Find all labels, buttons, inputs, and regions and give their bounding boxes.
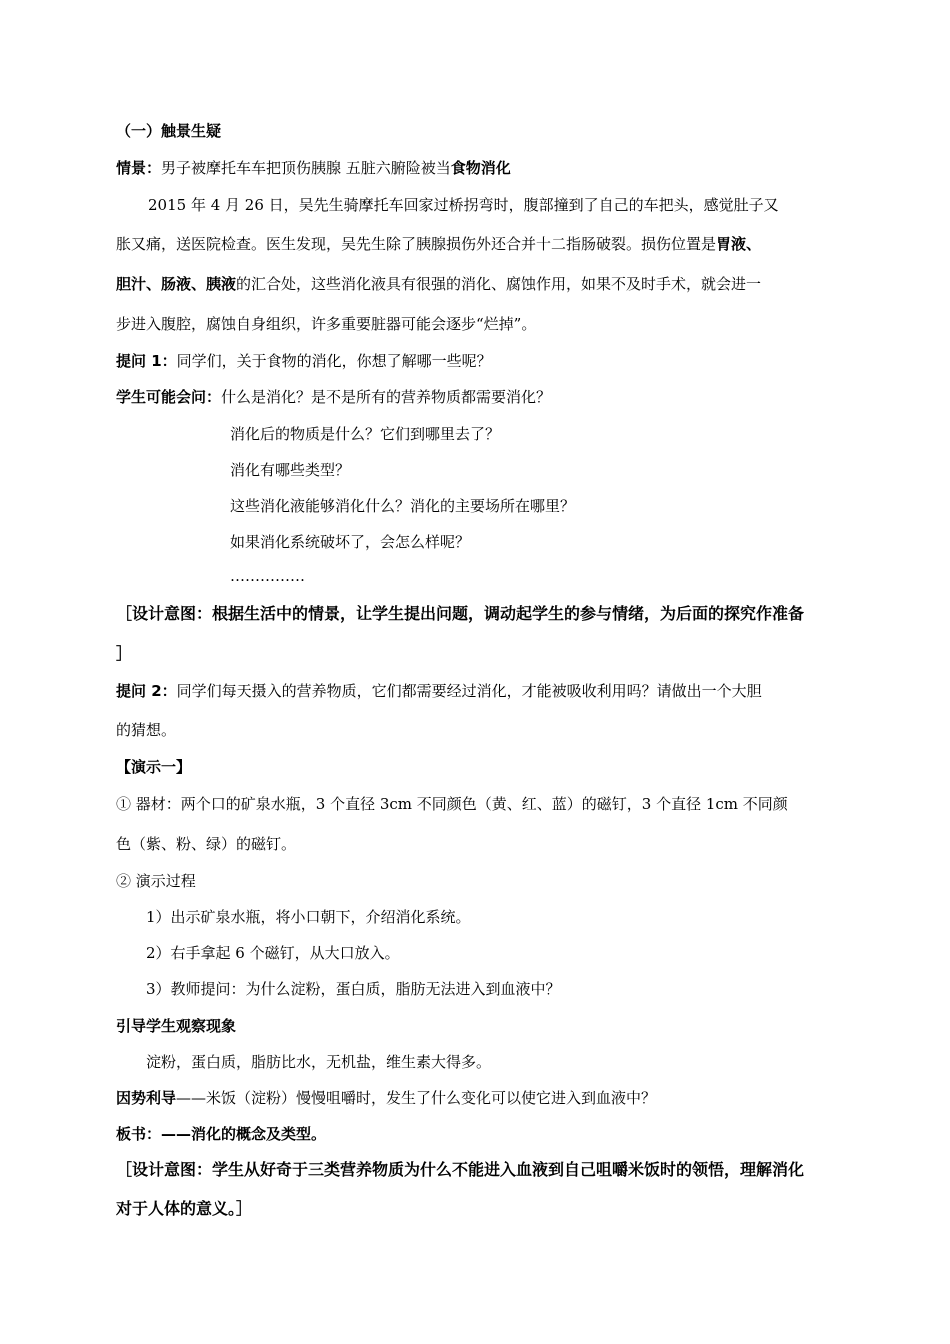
story-line-3: [116, 274, 761, 294]
demo-equipment-line-1: ① 器材：两个口的矿泉水瓶，3 个直径 3cm 不同颜色（黄、红、蓝）的磁钉，3 个直径 1cm 不同颜: [116, 795, 788, 813]
design-intent-2-line-1: ［设计意图：学生从好奇于三类营养物质为什么不能进入血液到自己咀嚼米饭时的领悟，理解消化: [116, 1160, 805, 1179]
story-line-2-text: 胀又痛，送医院检查。医生发现，吴先生除了胰腺损伤外还合并十二指肠破裂。损伤位置是: [116, 235, 717, 253]
student-questions-label: 学生可能会问：: [116, 388, 222, 406]
demo-step: 1）出示矿泉水瓶，将小口朝下，介绍消化系统。: [146, 908, 471, 926]
design-intent-1-line-2: ］: [116, 644, 133, 663]
question-2-label: 提问 2：: [116, 682, 177, 700]
student-question-item: 这些消化液能够消化什么？消化的主要场所在哪里？: [230, 497, 576, 515]
board-line: [116, 1124, 326, 1144]
demo-title: 【演示一】: [116, 758, 192, 776]
guide-text: ——米饭（淀粉）慢慢咀嚼时，发生了什么变化可以使它进入到血液中？: [176, 1089, 657, 1107]
scene-label: 情景：: [116, 159, 162, 177]
design-intent-1-line-1: ［设计意图：根据生活中的情景，让学生提出问题，调动起学生的参与情绪，为后面的探究作准备: [116, 604, 805, 623]
demo-equipment-line-2: 色（紫、粉、绿）的磁钉。: [116, 835, 297, 853]
guide-line: [116, 1088, 656, 1108]
question-2-text: 同学们每天摄入的营养物质，它们都需要经过消化，才能被吸收利用吗？请做出一个大胆: [176, 682, 762, 700]
observe-label: 引导学生观察现象: [116, 1017, 237, 1035]
student-question-item: 消化后的物质是什么？它们到哪里去了？: [230, 425, 501, 443]
question-1-text: 同学们，关于食物的消化，你想了解哪一些呢？: [176, 352, 492, 370]
board-label: 板书：: [116, 1125, 162, 1143]
design-intent-2-line-2: 对于人体的意义。］: [116, 1199, 253, 1218]
demo-step: 3）教师提问：为什么淀粉，蛋白质，脂肪无法进入到血液中？: [146, 980, 561, 998]
guide-label: 因势利导: [116, 1089, 177, 1107]
scene-line: [116, 158, 511, 178]
board-text: ——消化的概念及类型。: [161, 1125, 327, 1143]
story-line-2-bold: 胃液、: [716, 235, 762, 253]
question-2: [116, 681, 762, 701]
story-line-3-text: 的汇合处，这些消化液具有很强的消化、腐蚀作用，如果不及时手术，就会进一: [236, 275, 762, 293]
question-2-line-2: 的猜想。: [116, 721, 177, 739]
question-1: [116, 351, 492, 371]
scene-text: 男子被摩托车车把顶伤胰腺 五脏六腑险被当: [161, 159, 451, 177]
story-line-4: 步进入腹腔，腐蚀自身组织，许多重要脏器可能会逐步“烂掉”。: [116, 315, 537, 333]
demo-step: 2）右手拿起 6 个磁钉，从大口放入。: [146, 944, 400, 962]
story-line-3-bold: 胆汁、肠液、胰液: [116, 275, 237, 293]
scene-bold-tail: 食物消化: [450, 159, 511, 177]
student-question-item: 什么是消化？是不是所有的营养物质都需要消化？: [221, 388, 552, 406]
observe-text: 淀粉，蛋白质，脂肪比水，无机盐，维生素大得多。: [146, 1053, 492, 1071]
story-line-2: [116, 234, 761, 254]
student-question-item: 如果消化系统破坏了，会怎么样呢？: [230, 533, 471, 551]
student-question-item: 消化有哪些类型？: [230, 461, 351, 479]
question-1-label: 提问 1：: [116, 352, 177, 370]
story-line-1: 2015 年 4 月 26 日，吴先生骑摩托车回家过桥拐弯时，腹部撞到了自己的车把头，感觉肚子又: [148, 196, 779, 214]
section-title: （一）触景生疑: [116, 122, 222, 140]
demo-process-title: ② 演示过程: [116, 872, 196, 890]
student-question-item: ……………: [230, 567, 305, 585]
student-questions: [116, 387, 551, 407]
